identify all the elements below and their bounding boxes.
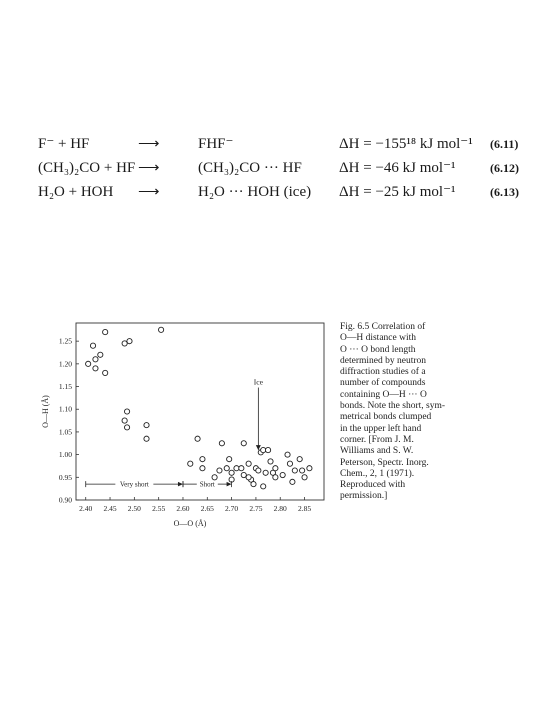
data-point bbox=[307, 466, 312, 471]
x-tick-label: 2.75 bbox=[249, 504, 263, 513]
enthalpy-value: ΔH = −155¹⁸ kJ mol⁻¹ bbox=[339, 136, 473, 152]
data-point bbox=[90, 343, 95, 348]
data-point bbox=[261, 484, 266, 489]
x-tick-label: 2.85 bbox=[297, 504, 312, 513]
y-axis-label: O—H (Å) bbox=[41, 395, 50, 428]
equation-6-13 bbox=[38, 180, 528, 204]
data-point bbox=[195, 436, 200, 441]
very_short-range-label: Very short bbox=[119, 480, 149, 489]
data-point bbox=[122, 341, 127, 346]
data-point bbox=[224, 466, 229, 471]
data-point bbox=[251, 482, 256, 487]
x-tick-label: 2.80 bbox=[273, 504, 287, 513]
short-range-arrow bbox=[227, 482, 232, 486]
data-point bbox=[158, 327, 163, 332]
data-point bbox=[144, 436, 149, 441]
data-point bbox=[144, 423, 149, 428]
caption-line: Peterson, Spectr. Inorg. bbox=[340, 457, 429, 468]
caption-line: bonds. Note the short, sym- bbox=[340, 401, 446, 412]
equation-6-11 bbox=[38, 132, 528, 156]
data-point bbox=[212, 475, 217, 480]
caption-line: O ··· O bond length bbox=[340, 344, 416, 355]
data-point bbox=[246, 475, 251, 480]
equation-lhs: H₂O + HOH bbox=[38, 184, 114, 200]
data-point bbox=[200, 457, 205, 462]
caption-line: metrical bonds clumped bbox=[340, 412, 432, 423]
data-point bbox=[122, 418, 127, 423]
plot-frame bbox=[76, 323, 324, 500]
equation-lhs: (CH₃)₂CO + HF bbox=[38, 160, 136, 176]
data-point bbox=[124, 409, 129, 414]
data-point bbox=[98, 352, 103, 357]
caption-line: O—H distance with bbox=[340, 333, 416, 344]
caption-line: containing O—H ··· O bbox=[340, 389, 427, 400]
y-tick-label: 1.05 bbox=[58, 427, 72, 437]
data-point bbox=[256, 468, 261, 473]
caption-line: determined by neutron bbox=[340, 355, 427, 366]
data-point bbox=[300, 468, 305, 473]
equation-rhs: (CH₃)₂CO ··· HF bbox=[198, 160, 302, 176]
caption-line: Reproduced with bbox=[340, 480, 406, 491]
x-tick-label: 2.40 bbox=[79, 504, 93, 513]
data-point bbox=[287, 461, 292, 466]
caption-line: in the upper left hand bbox=[340, 423, 422, 434]
equation-6-12 bbox=[38, 156, 528, 180]
equation-block bbox=[38, 132, 528, 204]
data-point bbox=[265, 447, 270, 452]
x-axis-label: O—O (Å) bbox=[173, 519, 207, 528]
data-point bbox=[124, 425, 129, 430]
caption-line: permission.] bbox=[340, 491, 388, 502]
enthalpy-value: ΔH = −46 kJ mol⁻¹ bbox=[339, 160, 456, 176]
short-range-label: Short bbox=[199, 480, 215, 489]
caption-line: number of compounds bbox=[340, 378, 426, 389]
equation-number: (6.11) bbox=[490, 137, 519, 151]
data-point bbox=[273, 475, 278, 480]
equation-rhs: H₂O ··· HOH (ice) bbox=[198, 184, 312, 200]
x-tick-label: 2.70 bbox=[225, 504, 239, 513]
data-point bbox=[93, 357, 98, 362]
y-tick-label: 0.90 bbox=[58, 495, 72, 505]
equation-number: (6.12) bbox=[490, 161, 519, 175]
data-point bbox=[188, 461, 193, 466]
data-point bbox=[263, 470, 268, 475]
data-point bbox=[103, 329, 108, 334]
x-tick-label: 2.50 bbox=[127, 504, 141, 513]
reaction-arrow: ⟶ bbox=[138, 136, 160, 152]
reaction-arrow: ⟶ bbox=[138, 184, 160, 200]
data-point bbox=[86, 361, 91, 366]
enthalpy-value: ΔH = −25 kJ mol⁻¹ bbox=[339, 184, 456, 200]
caption-line: corner. [From J. M. bbox=[340, 434, 414, 445]
caption-line: Chem., 2, 1 (1971). bbox=[340, 468, 415, 479]
data-point bbox=[302, 475, 307, 480]
data-point bbox=[241, 472, 246, 477]
y-tick-label: 1.15 bbox=[58, 382, 72, 392]
y-tick-label: 1.10 bbox=[58, 404, 72, 414]
data-point bbox=[290, 479, 295, 484]
very_short-range-arrow bbox=[178, 482, 183, 486]
ice-annotation-label: Ice bbox=[253, 377, 263, 387]
y-tick-label: 1.20 bbox=[58, 359, 72, 369]
x-tick-label: 2.55 bbox=[152, 504, 166, 513]
data-point bbox=[219, 441, 224, 446]
ice-arrow-head bbox=[256, 445, 261, 450]
data-point bbox=[127, 339, 132, 344]
data-point bbox=[292, 468, 297, 473]
data-point bbox=[268, 459, 273, 464]
x-tick-label: 2.65 bbox=[200, 504, 214, 513]
equation-rhs: FHF⁻ bbox=[198, 136, 234, 152]
caption-line: Fig. 6.5 Correlation of bbox=[340, 322, 426, 332]
figure-caption bbox=[340, 322, 490, 503]
data-point bbox=[297, 457, 302, 462]
data-point bbox=[93, 366, 98, 371]
data-point bbox=[246, 461, 251, 466]
data-point bbox=[229, 470, 234, 475]
data-point bbox=[200, 466, 205, 471]
data-point bbox=[241, 441, 246, 446]
data-point bbox=[280, 472, 285, 477]
y-tick-label: 1.00 bbox=[58, 450, 72, 460]
data-point bbox=[239, 466, 244, 471]
y-tick-label: 1.25 bbox=[58, 336, 72, 346]
data-point bbox=[285, 452, 290, 457]
data-point bbox=[217, 468, 222, 473]
equation-lhs: F⁻ + HF bbox=[38, 136, 90, 152]
x-tick-label: 2.60 bbox=[176, 504, 190, 513]
y-tick-label: 0.95 bbox=[58, 472, 72, 482]
data-point bbox=[103, 370, 108, 375]
data-point bbox=[273, 466, 278, 471]
oh-oo-scatter-plot bbox=[32, 315, 332, 540]
caption-line: diffraction studies of a bbox=[340, 367, 426, 378]
equation-number: (6.13) bbox=[490, 185, 519, 199]
x-tick-label: 2.45 bbox=[103, 504, 117, 513]
caption-line: Williams and S. W. bbox=[340, 446, 414, 457]
reaction-arrow: ⟶ bbox=[138, 160, 160, 176]
data-point bbox=[227, 457, 232, 462]
